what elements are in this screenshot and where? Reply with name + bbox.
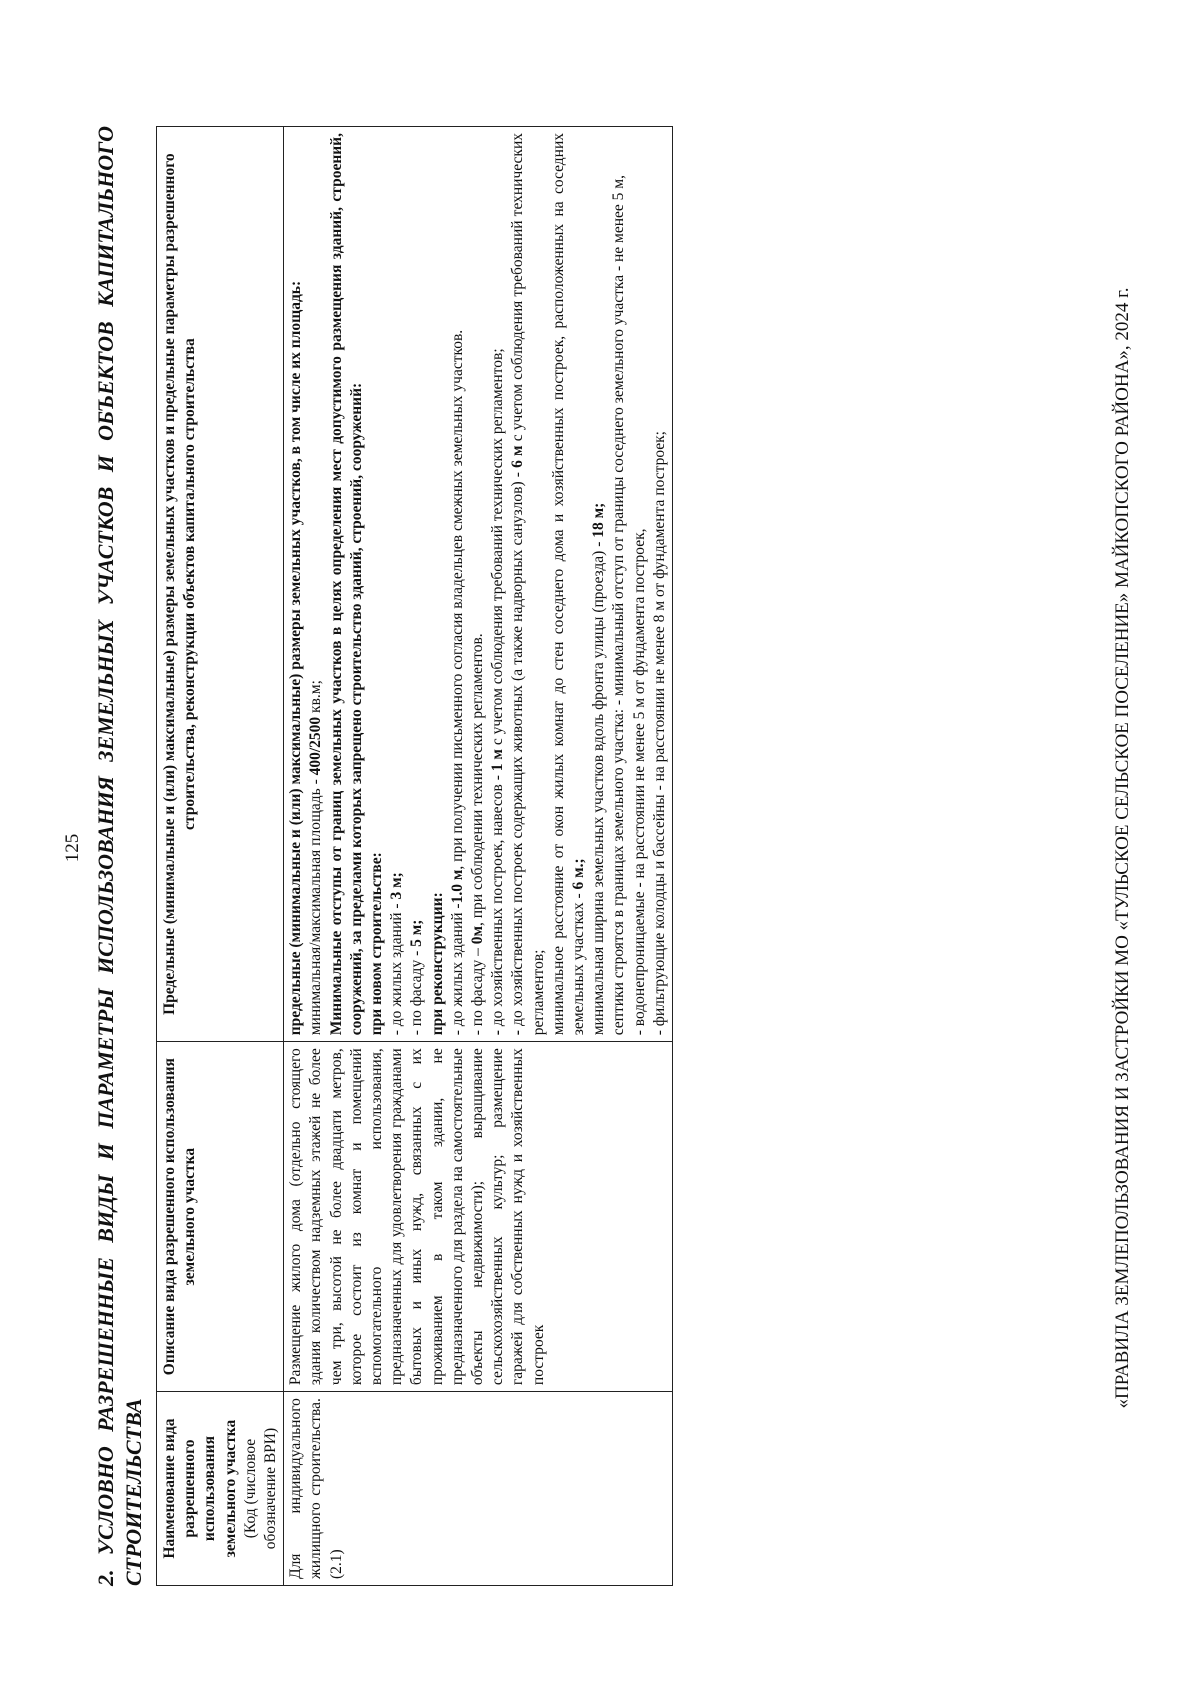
section-heading: 2. УСЛОВНО РАЗРЕШЕННЫЕ ВИДЫ И ПАРАМЕТРЫ ИСПОЛЬЗОВАНИЯ ЗЕМЕЛЬНЫХ УЧАСТКОВ И ОБЪЕКТОВ КАПИТАЛЬНОГО СТРОИТЕЛЬСТВА	[93, 126, 146, 1586]
param-new-facade-value: 5 м;	[408, 919, 426, 947]
param-septic: септики строятся в границах земельного участка: - минимальный отступ от границы соседнего земельного участка - не менее 5 м,	[610, 175, 628, 1036]
param-new-residential-value: 3 м;	[388, 872, 406, 900]
table-header-row	[157, 127, 284, 1586]
param-recon-facade	[468, 133, 488, 1035]
header-description: Описание вида разрешенного использования земельного участка	[157, 1042, 284, 1392]
param-min-width	[589, 133, 609, 1035]
param-outbuildings-value: 1 м	[489, 749, 507, 772]
param-outbuildings-text: до хозяйственных построек, навесов -	[489, 771, 507, 1031]
param-window-distance-text: минимальное расстояние от окон жилых комнат до стен соседнего дома и хозяйственных построек, расположенных на соседних земельных участках -	[549, 133, 588, 1036]
param-new-facade	[407, 133, 427, 1035]
cell-use-type: Для индивидуального жилищного строительства. (2.1)	[284, 1392, 673, 1586]
param-recon-residential-tail: , при получении письменного согласия владельцев смежных земельных участков.	[448, 329, 466, 870]
cell-parameters	[284, 127, 673, 1042]
header-use-type-label: Наименование вида разрешенного использования земельного участка	[161, 1418, 239, 1559]
land-use-table	[156, 126, 673, 1586]
param-recon-facade-text: - по фасаду –	[469, 944, 487, 1036]
header-use-type	[157, 1392, 284, 1586]
param-window-distance	[549, 133, 589, 1035]
param-area-value: 400/2500	[307, 716, 325, 776]
param-area-unit: кв.м;	[307, 680, 325, 717]
param-new-construction-heading: при новом строительстве:	[368, 852, 386, 1036]
param-recon-residential-text: - до жилых зданий -	[448, 903, 466, 1036]
param-outbuildings	[488, 133, 508, 1035]
param-filter-wells: - фильтрующие колодцы и бассейны - на расстоянии не менее 8 м от фундамента построек;	[650, 431, 668, 1036]
cell-description: Размещение жилого дома (отдельно стоящего здания количеством надземных этажей не более чем три, высотой не более двадцати метров, которое состоит из комнат и помещений вспомогательного использования, предназначенных для удовлетворения гражданами бытовых и иных нужд, связанных с их проживанием в таком здании, не предназначенного для раздела на самостоятельные объекты недвижимости); выращивание сельскохозяйственных культур; размещение гаражей для собственных нужд и хозяйственных построек	[284, 1042, 673, 1392]
param-animal-buildings	[508, 133, 548, 1035]
param-window-distance-value: 6 м.;	[570, 858, 588, 890]
param-area	[306, 133, 326, 1035]
header-use-type-code: (Код (числовое обозначение ВРИ)	[241, 1427, 280, 1550]
param-new-facade-text: - по фасаду -	[408, 946, 426, 1036]
page-number: 125	[62, 833, 83, 863]
param-setbacks-heading: Минимальные отступы от границ земельных участков в целях определения мест допустимого размещения зданий, строений, сооружений, за пределами которых запрещено строительство зданий, строений, сооружений:	[327, 133, 365, 1036]
param-animal-buildings-tail: с учетом соблюдения требований технических регламентов;	[509, 133, 547, 1036]
param-waterproof: - водонепроницаемые - на расстоянии не менее 5 м от фундамента построек,	[630, 528, 648, 1036]
param-new-residential-text: - до жилых зданий -	[388, 899, 406, 1036]
param-recon-residential	[448, 133, 468, 1035]
param-recon-residential-value: 1.0 м	[448, 869, 466, 904]
document-footer: «ПРАВИЛА ЗЕМЛЕПОЛЬЗОВАНИЯ И ЗАСТРОЙКИ МО «ТУЛЬСКОЕ СЕЛЬСКОЕ ПОСЕЛЕНИЕ» МАЙКОПСКОГО РАЙОНА», 2024 г.	[1112, 287, 1133, 1409]
param-animal-buildings-text: до хозяйственных построек содержащих животных (а также надворных санузлов) -	[509, 467, 527, 1031]
param-new-residential	[387, 133, 407, 1035]
param-outbuildings-tail: с учетом соблюдения требований технических регламентов;	[489, 348, 507, 750]
param-recon-facade-tail: , при соблюдении технических регламентов.	[469, 633, 487, 926]
param-outbuildings-dash: -	[489, 1030, 507, 1036]
param-reconstruction-heading: при реконструкции:	[428, 892, 446, 1036]
param-size-heading: предельные (минимальные и (или) максимальные) размеры земельных участков, в том числе их площадь:	[287, 280, 305, 1036]
param-min-width-text: минимальная ширина земельных участков вдоль фронта улицы (проезда) -	[590, 537, 608, 1036]
param-min-width-value: 18 м;	[590, 502, 608, 538]
table-row	[284, 127, 673, 1586]
header-parameters: Предельные (минимальные и (или) максимальные) размеры земельных участков и предельные параметры разрешенного строительства, реконструкции объектов капитального строительства	[157, 127, 284, 1042]
param-recon-facade-value: 0м	[469, 925, 487, 945]
param-animal-buildings-dash: -	[509, 1030, 527, 1036]
param-animal-buildings-value: 6 м	[509, 445, 527, 468]
param-area-text: минимальная/максимальная площадь -	[307, 775, 325, 1036]
